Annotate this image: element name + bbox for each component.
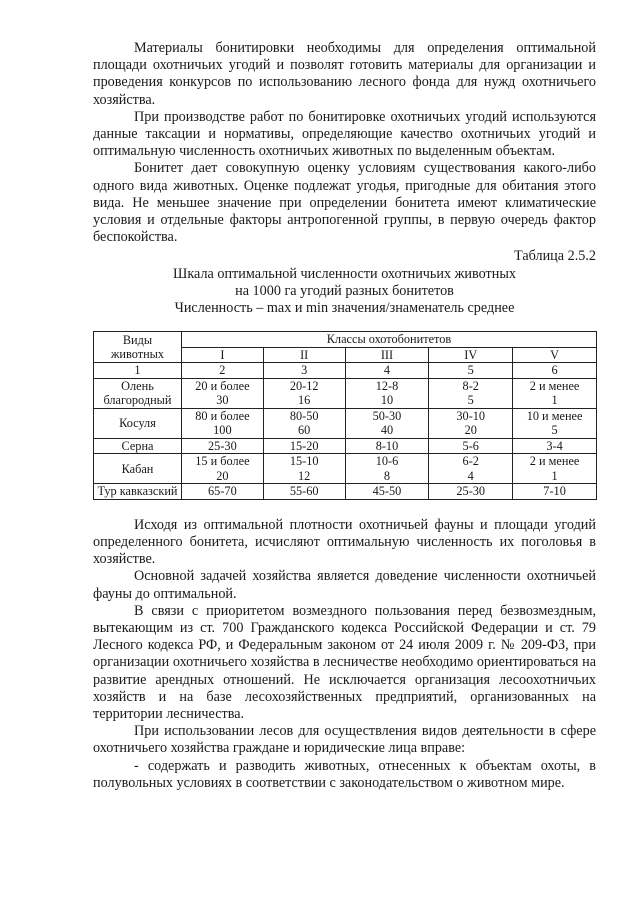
table-header-row: [94, 332, 597, 348]
column-number: 5: [429, 363, 513, 379]
value-cell: 12-8 10: [345, 378, 429, 408]
table-row: [94, 378, 597, 408]
table-title-line: на 1000 га угодий разных бонитетов: [235, 282, 454, 299]
paragraph: При использовании лесов для осуществления видов деятельности в сфере охотничьего хозяйства граждане и юридические лица вправе:: [93, 723, 596, 757]
value-cell: 10 и менее 5: [513, 408, 597, 438]
value-cell: 20 и более 30: [181, 378, 263, 408]
paragraph: Основной задачей хозяйства является доведение численности охотничьей фауны до оптимальной.: [93, 568, 596, 602]
value-cell: 50-30 40: [345, 408, 429, 438]
value-cell: 15 и более 20: [181, 454, 263, 484]
table-row: [94, 408, 597, 438]
species-cell: Олень благородный: [94, 378, 182, 408]
value-cell: 30-10 20: [429, 408, 513, 438]
class-label: V: [513, 347, 597, 363]
value-cell: 2 и менее 1: [513, 378, 597, 408]
column-number: 4: [345, 363, 429, 379]
column-number: 1: [94, 363, 182, 379]
paragraph: В связи с приоритетом возмездного пользования перед безвозмездным, вытекающим из ст. 700 Гражданского кодекса Российской Федерации и ст. 79 Лесного кодекса РФ, и Федеральным законом от 24 июля 2009 г. № 209-ФЗ, при организации охотничьего хозяйства в лесничестве необходимо ориентироваться на развитие арендных отношений. Не исключается организация лесоохотничьих хозяйств и на базе лесохозяйственных предприятий, организованных на территории лесничества.: [93, 602, 596, 722]
class-label: I: [181, 347, 263, 363]
column-number: 3: [263, 363, 345, 379]
species-header: Виды животных: [94, 332, 182, 363]
class-label: III: [345, 347, 429, 363]
value-cell: 8-10: [345, 438, 429, 454]
value-cell: 15-20: [263, 438, 345, 454]
table-row: [94, 454, 597, 484]
species-cell: Косуля: [94, 408, 182, 438]
value-cell: 25-30: [181, 438, 263, 454]
classes-header: Классы охотобонитетов: [181, 332, 596, 348]
value-cell: 55-60: [263, 484, 345, 500]
value-cell: 2 и менее 1: [513, 454, 597, 484]
paragraph: Материалы бонитировки необходимы для определения оптимальной площади охотничьих угодий и позволят готовить материалы для организации и проведения конкурсов по использованию лесного фонда для нужд охотничьего хозяйства.: [93, 40, 596, 108]
value-cell: 80 и более 100: [181, 408, 263, 438]
column-numbers-row: [94, 363, 597, 379]
paragraph: Исходя из оптимальной плотности охотничьей фауны и площади угодий определенного бонитета, исчисляют оптимальную численность их поголовья в хозяйстве.: [93, 516, 596, 568]
value-cell: 65-70: [181, 484, 263, 500]
column-number: 6: [513, 363, 597, 379]
table-row: [94, 438, 597, 454]
value-cell: 7-10: [513, 484, 597, 500]
value-cell: 8-2 5: [429, 378, 513, 408]
bonitet-scale-table: [93, 331, 597, 500]
value-cell: 45-50: [345, 484, 429, 500]
species-cell: Тур кавказский: [94, 484, 182, 500]
table-body: [94, 378, 597, 499]
value-cell: 20-12 16: [263, 378, 345, 408]
value-cell: 6-2 4: [429, 454, 513, 484]
value-cell: 5-6: [429, 438, 513, 454]
species-cell: Кабан: [94, 454, 182, 484]
column-number: 2: [181, 363, 263, 379]
class-label: II: [263, 347, 345, 363]
class-label: IV: [429, 347, 513, 363]
value-cell: 25-30: [429, 484, 513, 500]
value-cell: 80-50 60: [263, 408, 345, 438]
paragraph: Бонитет дает совокупную оценку условиям существования какого-либо одного вида животных. Оценке подлежат угодья, пригодные для обитания этого вида. Не меньшее значение при определении бонитета имеют климатические условия и отдельные факторы антропогенной группы, в первую очередь фактор беспокойства.: [93, 160, 596, 246]
value-cell: 3-4: [513, 438, 597, 454]
table-title-line: Численность – max и min значения/знаменатель среднее: [174, 300, 515, 317]
table-label: Таблица 2.5.2: [514, 248, 596, 265]
table-title-line: Шкала оптимальной численности охотничьих животных: [173, 265, 516, 282]
paragraph: При производстве работ по бонитировке охотничьих угодий используются данные таксации и нормативы, определяющие качество охотничьих угодий и оптимальную численность охотничьих животных по выделенным объектам.: [93, 108, 596, 160]
value-cell: 10-6 8: [345, 454, 429, 484]
paragraph: - содержать и разводить животных, отнесенных к объектам охоты, в полувольных условиях в соответствии с законодательством о животном мире.: [93, 757, 596, 791]
value-cell: 15-10 12: [263, 454, 345, 484]
table-row: [94, 484, 597, 500]
species-cell: Серна: [94, 438, 182, 454]
